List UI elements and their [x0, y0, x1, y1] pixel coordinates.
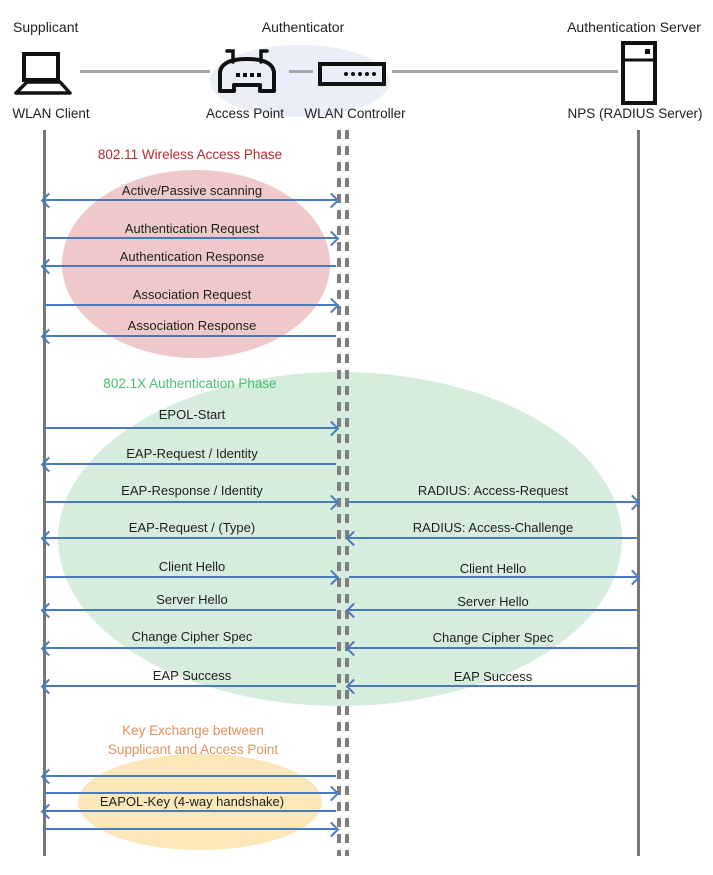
phase2-title: 802.1X Authentication Phase [103, 376, 277, 391]
message-arrow-left [349, 685, 637, 687]
message-label: EAP-Request / Identity [126, 446, 258, 461]
server-icon [621, 41, 657, 105]
message-arrow-left [349, 537, 637, 539]
laptop-icon [12, 52, 74, 96]
access-point-icon [214, 44, 278, 96]
message-arrow-left [44, 265, 336, 267]
phase3-title-line1: Key Exchange between [122, 723, 264, 738]
message-arrow-left [44, 609, 336, 611]
message-arrow-right [44, 304, 336, 306]
connector-line [80, 70, 210, 73]
lifeline-nps-server [637, 130, 640, 856]
message-arrow-left [44, 463, 336, 465]
message-label: Change Cipher Spec [131, 629, 253, 644]
message-label: Server Hello [457, 594, 529, 609]
message-label: EAPOL-Key (4-way handshake) [99, 794, 285, 809]
message-label: EAP-Response / Identity [121, 483, 263, 498]
node-label-nps-radius: NPS (RADIUS Server) [567, 106, 703, 121]
node-label-wlan-client: WLAN Client [12, 106, 90, 121]
message-label: Server Hello [156, 592, 228, 607]
message-label: EPOL-Start [158, 407, 226, 422]
message-arrow-left [44, 537, 336, 539]
role-label-supplicant: Supplicant [13, 19, 79, 35]
message-arrow-left [44, 775, 336, 777]
connector-line [392, 70, 618, 73]
message-arrow-right [44, 576, 336, 578]
message-arrow-right [349, 501, 637, 503]
lifeline-wlan-controller-dashed-right [345, 130, 349, 856]
message-arrow-both [44, 199, 336, 201]
message-label: RADIUS: Access-Challenge [412, 520, 574, 535]
role-label-authentication-server: Authentication Server [567, 19, 701, 35]
connector-line [289, 70, 313, 73]
message-label: Association Response [127, 318, 257, 333]
message-label: Association Request [132, 287, 252, 302]
message-label: RADIUS: Access-Request [417, 483, 569, 498]
message-arrow-left [44, 335, 336, 337]
node-label-wlan-controller: WLAN Controller [304, 106, 406, 121]
message-label: EAP Success [453, 669, 533, 684]
message-arrow-right [44, 237, 336, 239]
wlan-controller-icon [318, 62, 386, 86]
message-arrow-left [44, 647, 336, 649]
message-arrow-left [44, 810, 336, 812]
phase1-title: 802.11 Wireless Access Phase [97, 147, 283, 162]
message-arrow-right [44, 828, 336, 830]
message-label: Client Hello [459, 561, 527, 576]
phase3-title-line2: Supplicant and Access Point [107, 742, 279, 757]
message-arrow-right [44, 427, 336, 429]
role-label-authenticator: Authenticator [261, 19, 345, 35]
message-label: Change Cipher Spec [432, 630, 554, 645]
message-arrow-left [349, 647, 637, 649]
phase3-title [108, 721, 278, 759]
message-arrow-left [44, 685, 336, 687]
message-arrow-right [44, 501, 336, 503]
message-label: Authentication Response [119, 249, 265, 264]
message-arrow-left [349, 609, 637, 611]
message-label: Authentication Request [124, 221, 260, 236]
message-arrow-right [349, 576, 637, 578]
message-label: EAP-Request / (Type) [128, 520, 256, 535]
message-label: EAP Success [152, 668, 232, 683]
message-label: Active/Passive scanning [121, 183, 263, 198]
node-label-access-point: Access Point [205, 106, 285, 121]
message-label: Client Hello [158, 559, 226, 574]
